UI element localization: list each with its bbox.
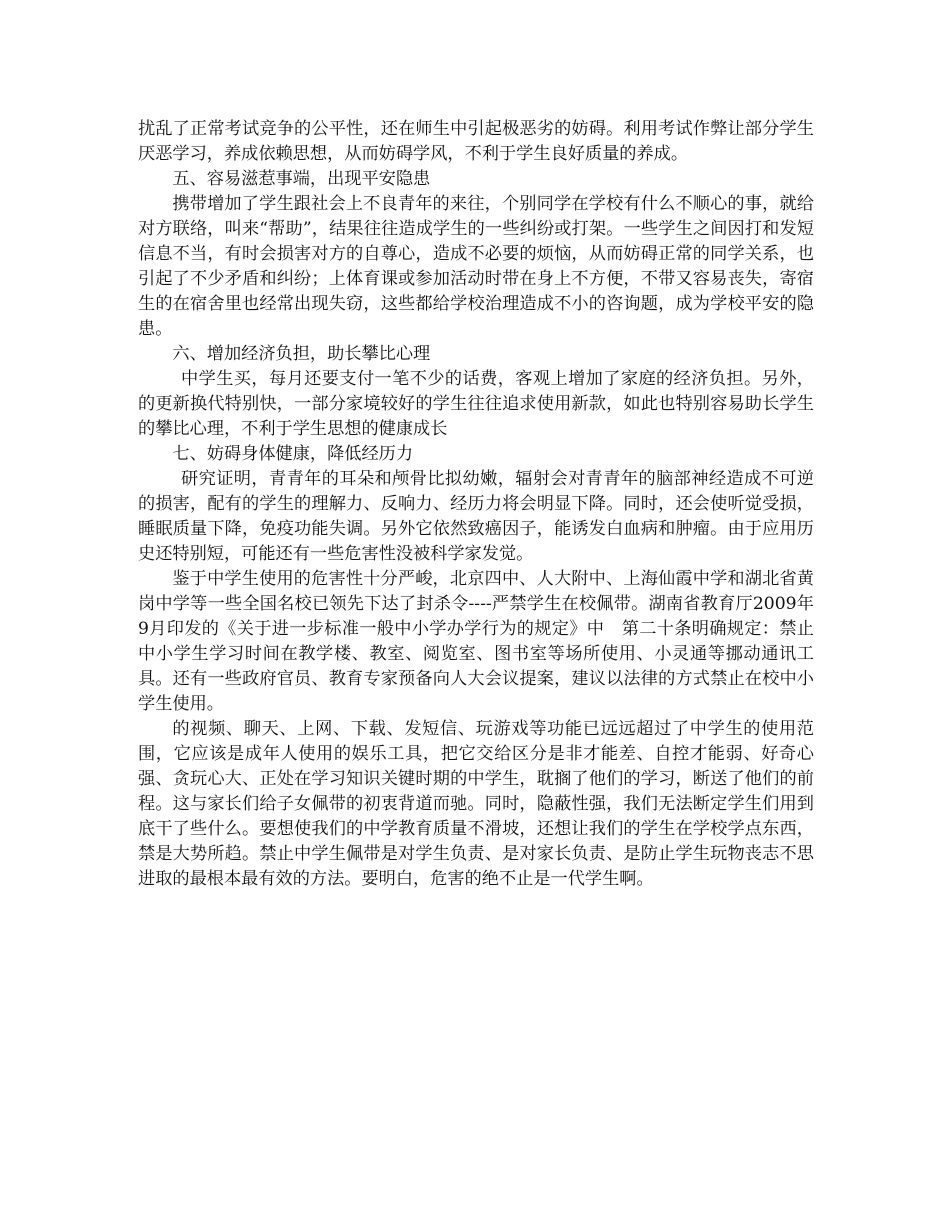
paragraph-health: 研究证明，青青年的耳朵和颅骨比拟幼嫩，辐射会对青青年的脑部神经造成不可逆的损害，配有的学生的理解力、反响力、经历力将会明显下降。同时，还会使听觉受损，睡眠质量下降，免疫功能失调。另外它依然致癌因子，能诱发白血病和肿瘤。由于应用历史还特别短，可能还有一些危害性没被科学家发觉。 xyxy=(138,469,814,564)
section-heading-5: 五、容易滋惹事端，出现平安隐患 xyxy=(172,169,431,189)
paragraph-safety: 携带增加了学生跟社会上不良青年的来往，个别同学在学校有什么不顺心的事，就给对方联络，叫来“帮助”，结果往往造成学生的一些纠纷或打架。一些学生之间因打和发短信息不当，有时会损害对方的自尊心，造成不必要的烦恼，从而妨碍正常的同学关系，也引起了不少矛盾和纠纷；上体育课或参加活动时带在身上不方便，不带又容易丧失，寄宿生的在宿舍里也经常出现失窃，这些都给学校治理造成不小的咨询题，成为学校平安的隐患。 xyxy=(138,194,814,339)
paragraph-continuation: 扰乱了正常考试竞争的公平性，还在师生中引起极恶劣的妨碍。利用考试作弊让部分学生厌恶学习，养成依赖思想，从而妨碍学风，不利于学生良好质量的养成。 xyxy=(138,119,814,164)
paragraph-regulations: 鉴于中学生使用的危害性十分严峻，北京四中、人大附中、上海仙霞中学和湖北省黄岗中学等一些全国名校已领先下达了封杀令----严禁学生在校佩带。湖南省教育厅2009年9月印发的《关于进一步标准一般中小学办学行为的规定》中 第二十条明确规定：禁止中小学生学习时间在教学楼、教室、阅览室、图书室等场所使用、小灵通等挪动通讯工具。还有一些政府官员、教育专家预备向人大会议提案，建议以法律的方式禁止在校中小学生使用。 xyxy=(138,569,814,714)
document-body xyxy=(138,117,814,892)
section-heading-7: 七、妨碍身体健康，降低经历力 xyxy=(172,444,414,464)
paragraph-conclusion: 的视频、聊天、上网、下载、发短信、玩游戏等功能已远远超过了中学生的使用范围，它应该是成年人使用的娱乐工具，把它交给区分是非才能差、自控才能弱、好奇心强、贪玩心大、正处在学习知识关键时期的中学生，耽搁了他们的学习，断送了他们的前程。这与家长们给子女佩带的初衷背道而驰。同时，隐蔽性强，我们无法断定学生们用到底干了些什么。要想使我们的中学教育质量不滑坡，还想让我们的学生在学校学点东西，禁是大势所趋。禁止中学生佩带是对学生负责、是对家长负责、是防止学生玩物丧志不思进取的最根本最有效的方法。要明白，危害的绝不止是一代学生啊。 xyxy=(138,719,814,889)
section-heading-6: 六、增加经济负担，助长攀比心理 xyxy=(172,344,431,364)
paragraph-economy: 中学生买，每月还要支付一笔不少的话费，客观上增加了家庭的经济负担。另外，的更新换代特别快，一部分家境较好的学生往往追求使用新款，如此也特别容易助长学生的攀比心理，不利于学生思想的健康成长 xyxy=(138,369,814,439)
